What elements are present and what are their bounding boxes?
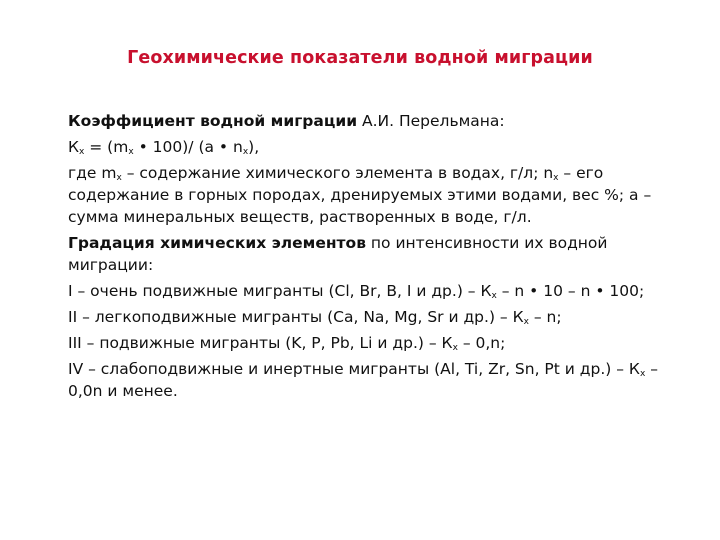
coefficient-heading-bold: Коэффициент водной миграции xyxy=(68,112,358,130)
formula-line xyxy=(68,136,688,158)
gradation-item-text: IV – слабоподвижные и инертные мигранты (Al, Ti, Zr, Sn, Pt и др.) – К xyxy=(68,360,640,378)
where-n-sub: x xyxy=(553,173,559,183)
gradation-item xyxy=(60,306,688,328)
coefficient-heading xyxy=(68,110,688,132)
formula-m-sub: x xyxy=(128,147,134,157)
where-paragraph xyxy=(68,162,688,228)
formula-times100: • 100)/ (а • n xyxy=(133,138,243,156)
gradation-item xyxy=(60,280,688,302)
formula-k-sub: x xyxy=(79,147,85,157)
gradation-item-text: I – очень подвижные мигранты (Cl, Br, B, I и др.) – К xyxy=(68,282,492,300)
gradation-list xyxy=(68,280,688,402)
formula-k: К xyxy=(68,138,80,156)
formula-close: ), xyxy=(248,138,260,156)
formula-eq-open: = (m xyxy=(84,138,129,156)
gradation-heading-rest: по интенсивности их водной миграции: xyxy=(68,234,608,274)
gradation-item-text: II – легкоподвижные мигранты (Ca, Na, Mg, Sr и др.) – К xyxy=(68,308,524,326)
gradation-item-sub: x xyxy=(491,291,497,301)
formula-n-sub: x xyxy=(242,147,249,157)
gradation-item xyxy=(60,332,688,354)
gradation-item-tail: – n; xyxy=(528,308,562,326)
gradation-item-sub: x xyxy=(639,369,646,379)
gradation-item xyxy=(60,358,688,402)
gradation-item-sub: x xyxy=(523,317,529,327)
gradation-item-text: III – подвижные мигранты (K, P, Pb, Li и др.) – К xyxy=(68,334,453,352)
where-part-3: – его содержание в горных породах, дренируемых этими водами, вес %; а – сумма минеральных веществ, растворенных в воде, г/л. xyxy=(68,164,652,226)
slide-body xyxy=(68,110,688,406)
gradation-heading-bold: Градация химических элементов xyxy=(68,234,366,252)
slide-title: Геохимические показатели водной миграции xyxy=(127,48,593,68)
where-m-sub: x xyxy=(116,173,122,183)
where-part-2: – содержание химического элемента в водах, г/л; n xyxy=(121,164,554,182)
where-part-1: где m xyxy=(68,164,117,182)
gradation-item-sub: x xyxy=(452,343,458,353)
gradation-heading xyxy=(68,232,688,276)
gradation-item-tail: – n • 10 – n • 100; xyxy=(496,282,645,300)
gradation-item-tail: – 0,n; xyxy=(457,334,506,352)
coefficient-heading-rest: А.И. Перельмана: xyxy=(357,112,505,130)
gradation-item-tail: – 0,0n и менее. xyxy=(68,360,658,400)
